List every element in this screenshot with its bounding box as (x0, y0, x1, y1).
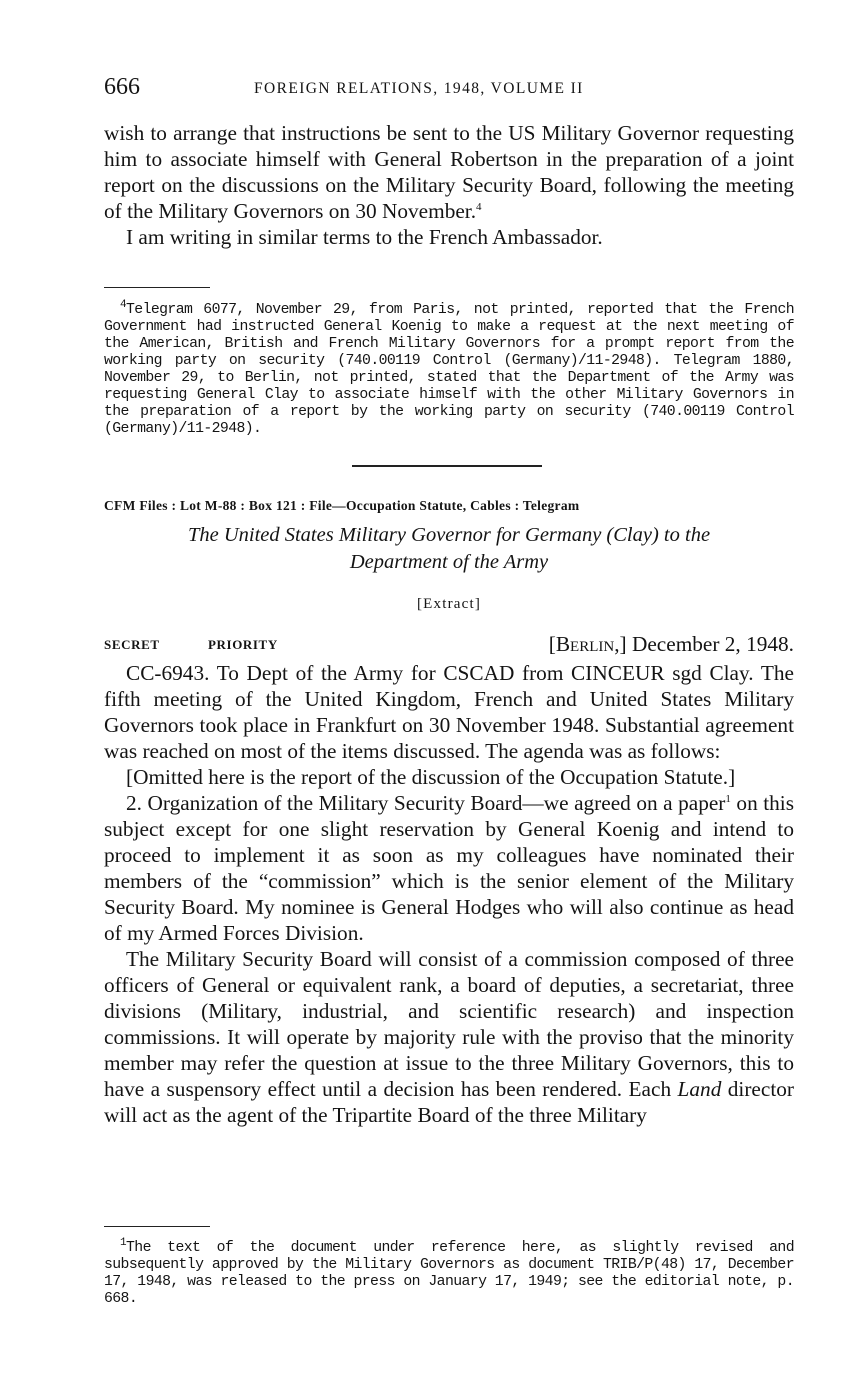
footnote-4 (104, 299, 794, 438)
page-number: 666 (104, 74, 140, 100)
section-separator (352, 465, 542, 467)
footnote-1-text: The text of the document under reference here, as slightly revised and subsequently approved by the Military Governors as document TRIB/P(48) 17, December 17, 1948, was released to the press on January 17, 1949; see the editorial note, p. 668. (104, 1240, 794, 1307)
running-title: FOREIGN RELATIONS, 1948, VOLUME II (254, 80, 584, 97)
top-paragraph-block (104, 120, 794, 250)
place: [Berlin,] (548, 632, 627, 656)
page-header (104, 74, 794, 104)
priority: PRIORITY (208, 637, 278, 652)
paragraph-3: 2. Organization of the Military Security Board—we agreed on a paper$^1$ on this subject except for one slight reservation by General Koenig and intend to proceed to implement it as soon as my colleagues have nominated their members of the “commission” which is the senior element of the Military Security Board. My nominee is General Hodges who will also continue as head of my Armed Forces Division. (104, 791, 795, 945)
document-title-line-2: Department of the Army (349, 551, 549, 573)
footnote-rule (104, 287, 210, 288)
source-citation: CFM Files : Lot M-88 : Box 121 : File—Occupation Statute, Cables : Telegram (104, 498, 580, 513)
telegram-body (104, 660, 794, 1128)
top-paragraph: wish to arrange that instructions be sent to the US Military Governor requesting him to associate himself with General Robertson in the preparation of a joint report on the discussions on the Military Security Board, following the meeting of the Military Governors on 30 November.$^4$ (104, 121, 794, 223)
place-and-date (549, 632, 794, 657)
classification: SECRET (104, 637, 160, 652)
date: December 2, 1948. (631, 632, 794, 656)
document-title-line-1: The United States Military Governor for Germany (Clay) to the (187, 524, 711, 546)
paragraph-2: [Omitted here is the report of the discussion of the Occupation Statute.] (126, 765, 736, 789)
footnote-4-text: Telegram 6077, November 29, from Paris, not printed, reported that the French Government had instructed General Koenig to make a request at the next meeting of the American, British and French Military Governors for a prompt report from the working party on security (740.00119 Control (Germany)/11-2948). Telegram 1880, November 29, to Berlin, not printed, stated that the Department of the Army was requesting General Clay to associate himself with the other Military Governors in the preparation of a report by the working party on security (740.00119 Control (Germany)/11-2948). (104, 302, 794, 437)
land-italic: Land (677, 1077, 722, 1101)
footnote-ref-1: 1 (725, 792, 731, 805)
footnote-1 (104, 1237, 794, 1308)
dateline (104, 632, 794, 658)
extract-label: [Extract] (416, 596, 482, 612)
footnote-marker-1: 1 (120, 1237, 127, 1250)
footnote-marker-4: 4 (120, 299, 127, 312)
paragraph-1: CC-6943. To Dept of the Army for CSCAD from CINCEUR sgd Clay. The fifth meeting of the United Kingdom, French and United States Military Governors took place in Frankfurt on 30 November 1948. Substantial agreement was reached on most of the items discussed. The agenda was as follows: (104, 661, 794, 763)
paragraph-4: The Military Security Board will consist of a commission composed of three officers of General or equivalent rank, a board of deputies, a secretariat, three divisions (Military, industrial, and scientific research) and inspection commissions. It will operate by majority rule with the proviso that the minority member may refer the question at issue to the three Military Governors, this to have a suspensory effect until a decision has been rendered. Each Land director will act as the agent of the Tripartite Board of the three Military (104, 947, 794, 1127)
closing-paragraph: I am writing in similar terms to the French Ambassador. (126, 225, 603, 249)
footnote-ref-4: 4 (476, 200, 482, 213)
document-title (104, 522, 794, 576)
footnote-rule-bottom (104, 1226, 210, 1227)
